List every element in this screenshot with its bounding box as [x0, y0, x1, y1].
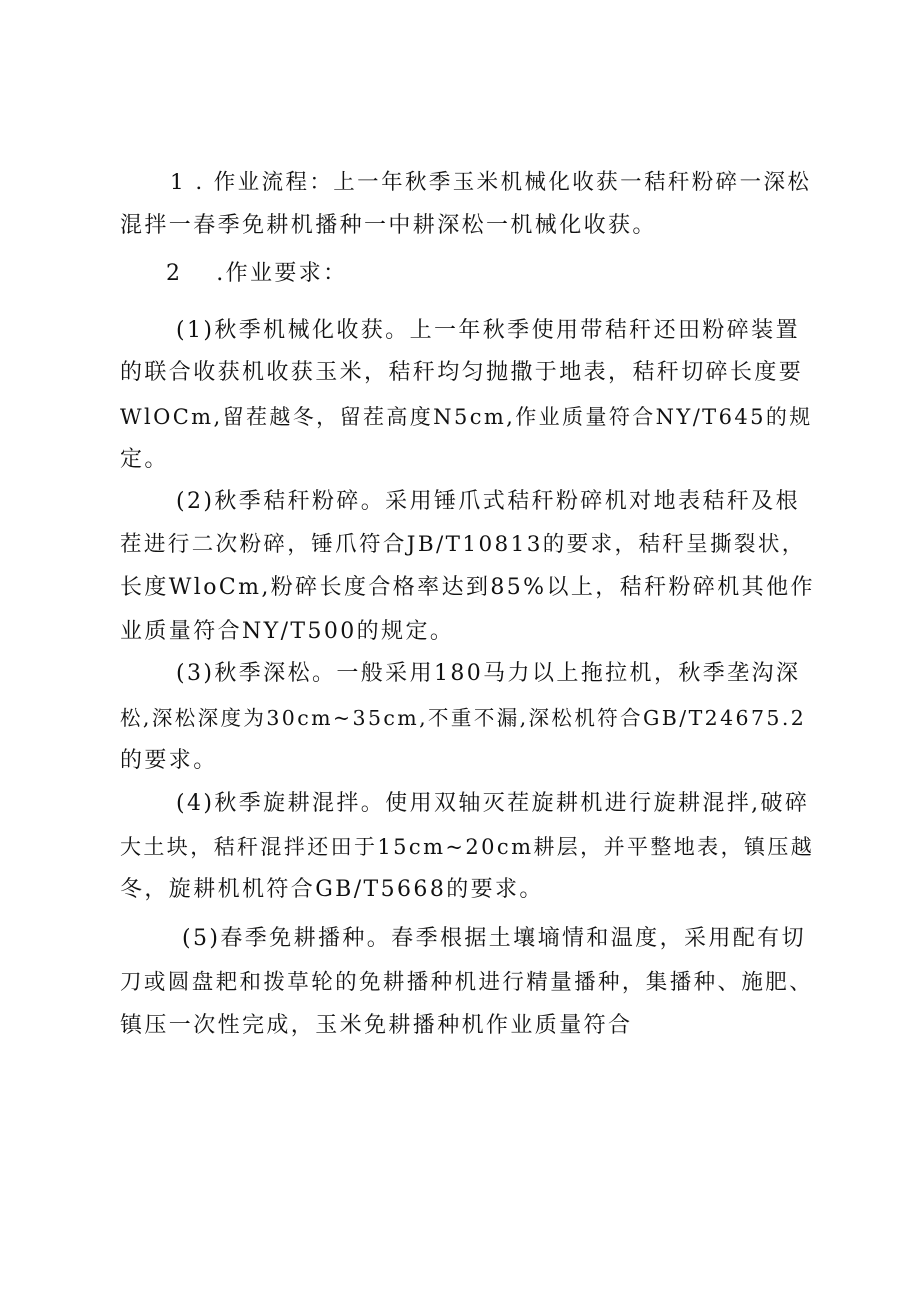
text-line-15: (4)秋季旋耕混拌。使用双轴灭茬旋耕机进行旋耕混拌,破碎: [176, 791, 810, 816]
text-line-20: 镇压一次性完成，玉米免耕播种机作业质量符合: [120, 1013, 633, 1038]
text-line-2: 混拌一春季免耕机播种一中耕深松一机械化收获。: [120, 213, 657, 238]
text-line-10: 长度WloCm,粉碎长度合格率达到85%以上，秸秆粉碎机其他作: [120, 575, 815, 600]
text-line-6: WlOCm,留茬越冬，留茬高度N5cm,作业质量符合NY/T645的规: [120, 405, 813, 429]
text-line-12: (3)秋季深松。一般采用180马力以上拖拉机，秋季垄沟深: [176, 661, 801, 686]
text-line-4: (1)秋季机械化收获。上一年秋季使用带秸秆还田粉碎装置: [176, 318, 800, 343]
text-line-9: 茬进行二次粉碎，锤爪符合JB/T10813的要求，秸秆呈撕裂状，: [120, 532, 806, 557]
text-line-5: 的联合收获机收获玉米，秸秆均匀抛撒于地表，秸秆切碎长度要: [120, 360, 804, 385]
text-line-3: 2 .作业要求：: [166, 261, 348, 286]
text-line-14: 的要求。: [120, 748, 218, 773]
text-line-1: 1 . 作业流程：上一年秋季玉米机械化收获一秸秆粉碎一深松: [170, 170, 812, 195]
text-line-8: (2)秋季秸秆粉碎。采用锤爪式秸秆粉碎机对地表秸秆及根: [176, 489, 800, 514]
text-line-11: 业质量符合NY/T500的规定。: [120, 619, 455, 644]
text-line-18: (5)春季免耕播种。春季根据土壤墒情和温度，采用配有切: [182, 926, 806, 951]
text-line-19: 刀或圆盘耙和拨草轮的免耕播种机进行精量播种，集播种、施肥、: [120, 970, 814, 995]
text-line-16: 大土块，秸秆混拌还田于15cm~20cm耕层，并平整地表，镇压越: [120, 835, 815, 859]
text-line-7: 定。: [120, 447, 169, 472]
text-line-13: 松,深松深度为30cm~35cm,不重不漏,深松机符合GB/T24675.2: [120, 706, 807, 730]
text-line-17: 冬，旋耕机机符合GB/T5668的要求。: [120, 877, 544, 902]
